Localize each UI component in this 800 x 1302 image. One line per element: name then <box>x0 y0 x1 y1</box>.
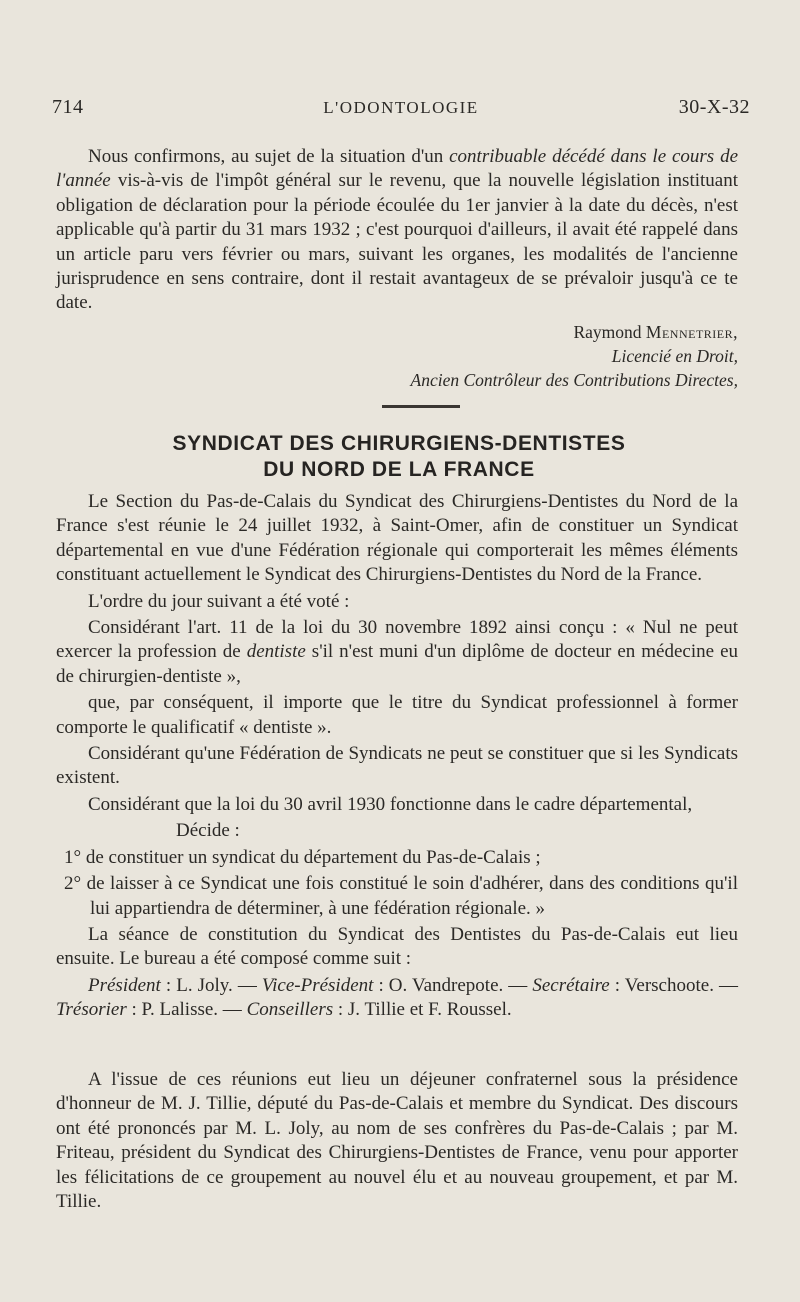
signature-title-1: Licencié en Droit, <box>611 346 738 366</box>
article-paragraph-1: Le Section du Pas-de-Calais du Syndicat des Chirurgiens-Dentistes du Nord de la France s'est réunie le 24 juillet 1932, à Saint-Omer, afin de constituer un Syndicat départemental en vue d'une Fédération régionale qui comporterait les mêmes éléments constituant actuellement le Syndicat des Chirurgiens-Dentistes du Nord de la France. <box>56 491 738 586</box>
page-number: 714 <box>52 96 84 118</box>
article-heading-line2: DU NORD DE LA FRANCE <box>263 458 535 481</box>
article-paragraph-2: L'ordre du jour suivant a été voté : <box>88 590 350 612</box>
article-paragraph-4: que, par conséquent, il importe que le titre du Syndicat professionnel à former comporte le qualificatif « dentiste ». <box>56 692 738 738</box>
journal-title: L'ODONTOLOGIE <box>323 98 479 117</box>
issue-date: 30-X-32 <box>678 96 750 118</box>
signature-name: Raymond Mennetrier, <box>573 322 738 342</box>
article-paragraph-5: Considérant qu'une Fédération de Syndicats ne peut se constituer que si les Syndicats existent. <box>56 743 738 789</box>
decision-item-1: 1° de constituer un syndicat du département du Pas-de-Calais ; <box>64 846 541 868</box>
article-paragraph-6: Considérant que la loi du 30 avril 1930 fonctionne dans le cadre départemental, <box>88 793 693 815</box>
section-divider <box>382 405 460 408</box>
letter-text-italic: contribuable décédé dans le cours de l'année <box>56 146 738 192</box>
article-body <box>56 490 738 1025</box>
signature-title-2: Ancien Contrôleur des Contributions Directes, <box>410 370 738 390</box>
article-paragraph-8: A l'issue de ces réunions eut lieu un déjeuner confraternel sous la présidence d'honneur de M. J. Tillie, député du Pas-de-Calais et membre du Syndicat. Des discours ont été prononcés par M. L. Joly, au nom de ses confrères du Pas-de-Calais ; par M. Friteau, président du Syndicat des Chirurgiens-Dentistes de France, venu pour apporter les félicitations de ce groupement au nouvel élu et au nouveau groupement, et par M. Tillie. <box>56 1069 738 1213</box>
decide-line: Décide : <box>176 820 240 842</box>
running-header <box>52 96 750 124</box>
article-heading-line1: SYNDICAT DES CHIRURGIENS-DENTISTES <box>172 432 626 455</box>
bureau-composition: Président : L. Joly. — Vice-Président : O. Vandrepote. — Secrétaire : Verschoote. — Trésorier : P. Lalisse. — Conseillers : J. Tillie et F. Roussel. <box>56 974 738 1021</box>
letter-text-end: vis-à-vis de l'impôt général sur le revenu, que la nouvelle législation instituant obligation de déclaration pour la période écoulée du 1er janvier à la date du décès, n'est applicable qu'à partir du 31 mars 1932 ; c'est pourquoi d'ailleurs, il avait été rappelé dans un article paru vers février ou mars, suivant les organes, les modalités de l'ancienne jurisprudence en sens contraire, dont il restait avantageux de se prévaloir jusqu'à ce te date. <box>56 170 738 314</box>
article-closing <box>56 1068 738 1214</box>
article-paragraph-3: Considérant l'art. 11 de la loi du 30 novembre 1892 ainsi conçu : « Nul ne peut exercer la profession de dentiste s'il n'est muni d'un diplôme de docteur en médecine eu de chirurgien-dentiste », <box>56 617 739 687</box>
letter-paragraph <box>56 145 738 316</box>
decision-item-2: 2° de laisser à ce Syndicat une fois constitué le soin d'adhérer, dans des conditions qu'il lui appartiendra de déterminer, à une fédération régionale. » <box>64 873 738 919</box>
article-paragraph-7: La séance de constitution du Syndicat des Dentistes du Pas-de-Calais eut lieu ensuite. Le bureau a été composé comme suit : <box>56 923 738 970</box>
letter-text-start: Nous confirmons, au sujet de la situation d'un <box>88 146 450 167</box>
